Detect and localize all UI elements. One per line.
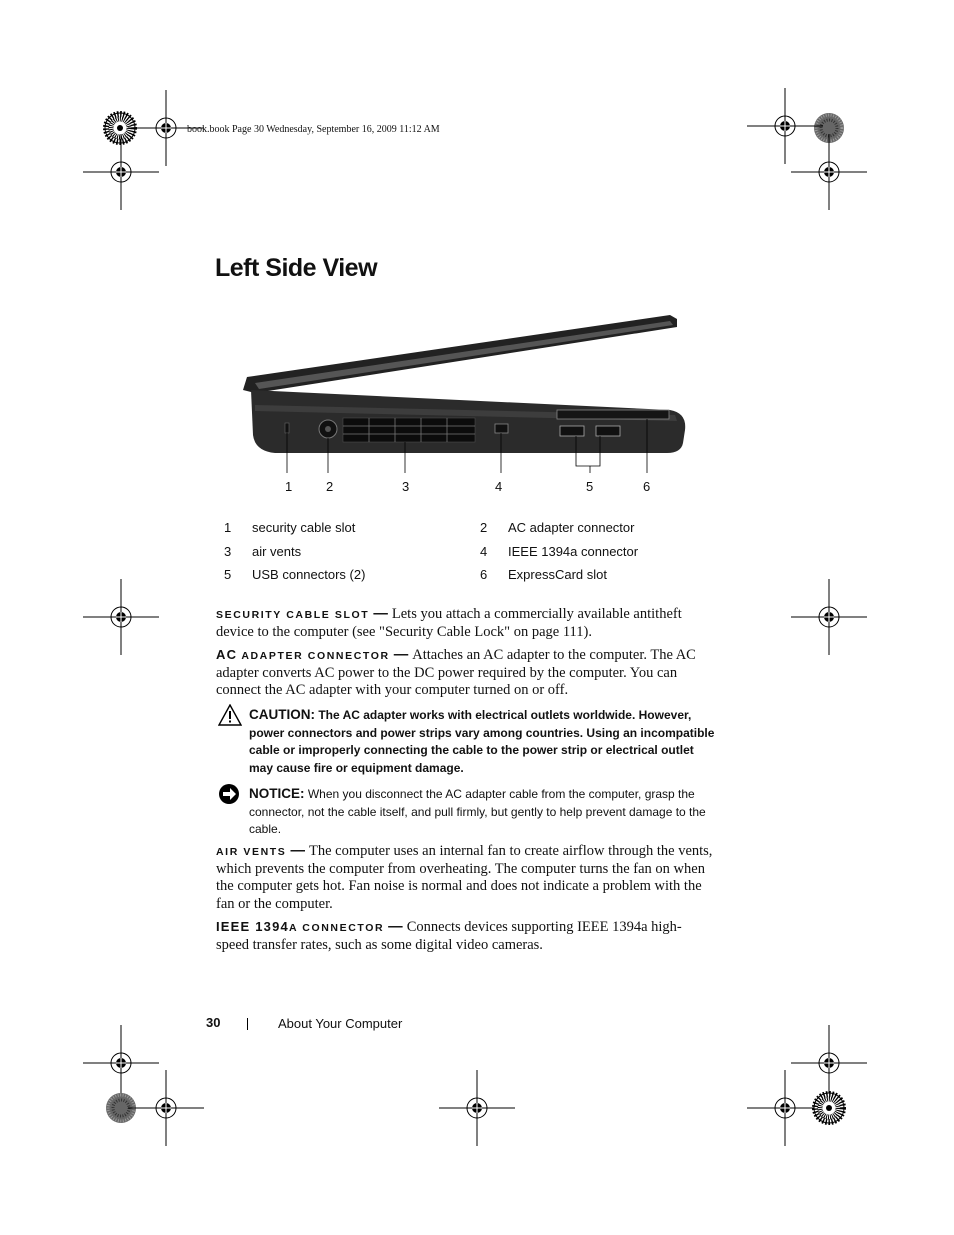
security-cable-slot-paragraph xyxy=(216,606,714,641)
ieee1394a-text: Connects devices supporting IEEE 1394a high-speed transfer rates, such as some digital video cameras. xyxy=(216,919,682,954)
term-ieee1394: IEEE 1394 xyxy=(216,919,289,934)
term-dash: — xyxy=(384,919,407,935)
notice-label: NOTICE: xyxy=(249,786,305,801)
legend-label: security cable slot xyxy=(252,520,356,535)
term-ac: AC xyxy=(216,647,238,662)
page-title: Left Side View xyxy=(215,254,378,282)
footer-chapter: About Your Computer xyxy=(278,1016,403,1031)
ac-adapter-text: Attaches an AC adapter to the computer. The AC adapter converts AC power to the DC power required by the computer. You can connect the AC adapter with your computer turned on or off. xyxy=(216,647,696,699)
term-air-vents: AIR VENTS xyxy=(216,846,287,858)
legend-row xyxy=(218,567,730,591)
ieee1394a-paragraph xyxy=(216,918,714,954)
caution-text: The AC adapter works with electrical outlets worldwide. However, power connectors and power strips vary among countries. Using an incompatible cable or improperly connecting the cable to the power strip or electrical outlet may cause fire or equipment damage. xyxy=(249,708,715,775)
expresscard-slot xyxy=(557,410,669,419)
notice-text: When you disconnect the AC adapter cable from the computer, grasp the connector, not the cable itself, and pull firmly, but gently to help prevent damage to the cable. xyxy=(249,787,706,836)
term-ac-adapter-connector xyxy=(216,647,390,662)
callout-1: 1 xyxy=(285,479,293,494)
callout-legend-table xyxy=(218,520,730,591)
caution-label: CAUTION: xyxy=(249,707,315,722)
usb-port-1 xyxy=(560,426,584,436)
legend-num: 5 xyxy=(224,567,232,582)
term-ieee1394a-connector xyxy=(216,919,385,934)
legend-label: AC adapter connector xyxy=(508,520,635,535)
legend-label: air vents xyxy=(252,543,302,559)
callout-3: 3 xyxy=(402,479,410,494)
usb-port-2 xyxy=(596,426,620,436)
callout-2: 2 xyxy=(326,479,334,494)
legend-row xyxy=(218,520,730,544)
callout-6: 6 xyxy=(643,479,651,494)
legend-label: USB connectors (2) xyxy=(252,567,366,582)
legend-label: ExpressCard slot xyxy=(508,567,607,582)
term-dash: — xyxy=(369,606,392,622)
callout-5: 5 xyxy=(586,479,594,494)
caution-triangle-icon xyxy=(218,704,242,726)
ieee1394-port xyxy=(495,424,508,433)
legend-num: 6 xyxy=(480,567,488,582)
page-number: 30 xyxy=(206,1015,221,1030)
air-vents xyxy=(343,418,475,442)
air-vents-paragraph xyxy=(216,843,714,913)
term-dash: — xyxy=(286,843,309,859)
legend-label: IEEE 1394a connector xyxy=(508,543,639,559)
footer-divider xyxy=(247,1018,248,1030)
term-adapter-connector: ADAPTER CONNECTOR xyxy=(237,650,390,662)
legend-row xyxy=(218,544,730,568)
legend-num: 1 xyxy=(224,520,232,535)
laptop-left-side-illustration xyxy=(215,305,715,505)
callout-4: 4 xyxy=(495,479,503,494)
notice-note xyxy=(249,785,715,839)
security-cable-slot-text: Lets you attach a commercially available antitheft device to the computer (see "Security Cable Lock" on page 111). xyxy=(216,606,682,641)
notice-icon xyxy=(218,783,240,805)
legend-num: 3 xyxy=(224,543,232,559)
term-security-cable-slot: SECURITY CABLE SLOT xyxy=(216,609,370,621)
term-a-connector: A CONNECTOR xyxy=(288,922,385,934)
legend-num: 4 xyxy=(480,543,488,559)
print-slug: book.book Page 30 Wednesday, September 16, 2009 11:12 AM xyxy=(187,124,440,135)
security-slot xyxy=(285,423,289,433)
legend-num: 2 xyxy=(480,520,488,535)
ac-adapter-paragraph xyxy=(216,646,714,700)
caution-note xyxy=(249,706,715,777)
term-dash: — xyxy=(389,647,413,663)
air-vents-text: The computer uses an internal fan to create airflow through the vents, which prevents the computer from overheating. The computer turns the fan on when the computer gets hot. Fan noise is normal and does not indicate a problem with the fan or the computer. xyxy=(216,843,713,912)
